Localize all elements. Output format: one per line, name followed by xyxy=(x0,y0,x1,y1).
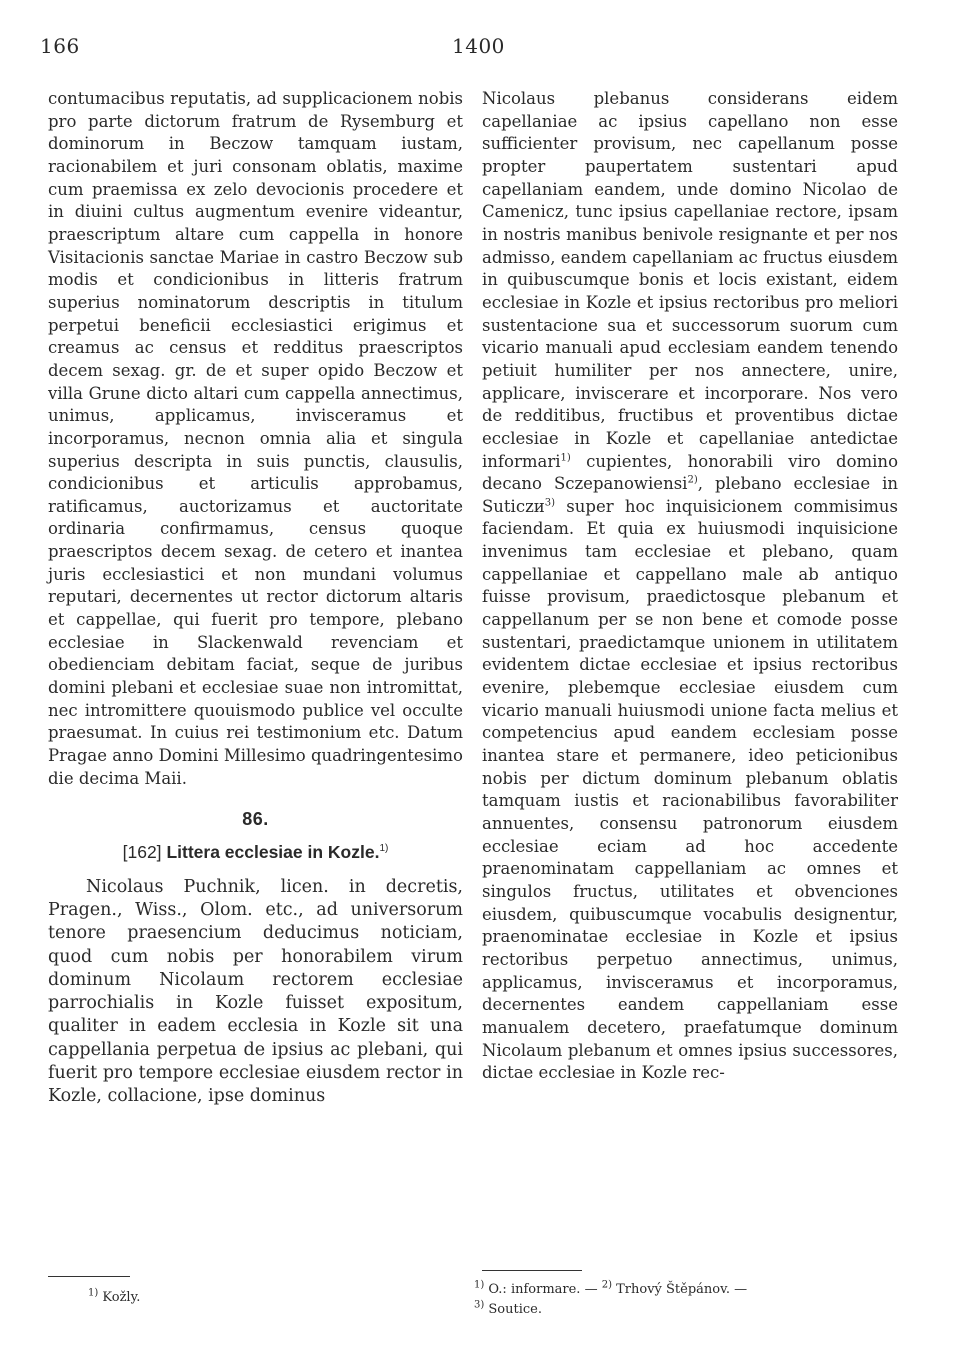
left-paragraph-document: Nicolaus Puchnik, licen. in decretis, Pragen., Wiss., Olom. etc., ad universorum tenore praesencium deducimus noticiam, quod cum nobis per honorabilem virum dominum Nicolaum rectorem ecclesiae parrochialis in Kozle fuisset expositum, qualiter in eadem ecclesia in Kozle sit una cappellania perpetua de ipsius ac plebani, qui fuerit pro tempore ecclesiae eiusdem rector in Kozle, collacione, ipse dominus xyxy=(48,876,463,1107)
footnote-right-mark-2: 2) xyxy=(601,1279,612,1291)
right-column xyxy=(482,88,898,1085)
footnote-left xyxy=(88,1288,140,1308)
footnote-left-mark: 1) xyxy=(88,1287,99,1299)
footnote-mark-1: 1) xyxy=(560,452,571,463)
left-paragraph-continuation: contumacibus reputatis, ad supplicacionem nobis pro parte dictorum fratrum de Rysemburg et dominorum in Beczow tamquam iustam, racionabilem et juri consonam oblatis, maxime cum praemissa ex zelo devocionis procedere et in diuini cultus augmentum evenire videantur, praescriptum altare cum cappella in honore Visitacionis sanctae Mariae in castro Beczow sub modis et condicionibus in litteris fratrum superius nominatorum descriptis in titulum perpetui beneficii ecclesiastici erigimus et creamus ac census et redditus praescriptos decem sexag. gr. de et super opido Beczow et villa Grune dicto altari cum cappella annectimus, unimus, applicamus, invisceramus et incorporamus, necnon omnia alia et singula superius descripta in suis punctis, clausulis, condicionibus et articulis approbamus, ratificamus, auctorizamus et auctoritate ordinaria confirmamus, census quoque praescriptos decem sexag. de cetero et inantea juris ecclesiastici et non mundani volumus reputari, decernentes ut rector dictorum altaris et cappellae, qui fuerit pro tempore, plebano ecclesiae in Slackenwald revenciam et obedienciam debitam faciat, seque de juribus domini plebani et ecclesiae suae non intromittat, nec intromittere quouismodo publice vel occulte praesumat. In cuius rei testimonium etc. Datum Pragae anno Domini Millesimo quadringentesimo die decima Maii. xyxy=(48,89,463,788)
footnote-right-text-3: Soutice. xyxy=(484,1302,542,1317)
heading-title: Littera ecclesiae in Kozle. xyxy=(166,842,380,862)
heading-reference: [162] xyxy=(122,842,162,862)
footnote-right-mark-3: 3) xyxy=(474,1299,485,1311)
right-paragraph xyxy=(482,88,898,1085)
page-number: 166 xyxy=(40,34,80,58)
right-text-part1: Nicolaus plebanus considerans eidem capellaniae ac ipsius capellano non esse sufficienter provisum, nec capellanum posse propter paupertatem sustentari apud capellaniam eandem, unde domino Nicolao de Camenicz, tunc ipsius capellaniae rectore, ipsam in nostris manibus benivole resignante et per nos admisso, eandem capellaniam ac fructus eiusdem in quibuscumque bonis et locis existant, eidem ecclesiae in Kozle et ipsius rectoribus pro meliori sustentacione sua et successorum suorum cum vicario manuali apud ecclesiam eandem tenendo petiuit humiliter per nos annectere, unire, applicare, inviscerare et incorporare. Nos vero de redditibus, fructibus et proventibus dictae ecclesiae in Kozle et capellaniae antedictae informari xyxy=(482,89,898,471)
footnote-right-line-1 xyxy=(474,1280,904,1300)
right-text-part4: super hoc inquisicionem commisimus faciendam. Et quia ex huiusmodi inquisicione invenimus tam ecclesiae et plebano, quam cappellaniae et cappellano male ab antiquo fuisse provisum, praedictosque plebanum et cappellanum per se non bene et comode posse sustentari, praedictamque unionem in utilitatem evidentem dictae ecclesiae et ipsius rectoribus evenire, plebemque ecclesiae eiusdem cum vicario manuali huiusmodi unione facta melius et competencius apud eandem ecclesiam posse inantea stare et permanere, ideo peticionibus nobis per dictum dominum plebanum oblatis tamquam iustis et racionabilibus favorabiliter annuentes, consensu patronorum eiusdem ecclesiae eciam ad hoc accedente praenominatam cappellaniam ac omnes et singulos fructus, utilitates et obvenciones eiusdem, quibuscumque vocabulis designentur, praenominatae ecclesiae in Kozle et ipsius rectoribus perpetuo annectimus, unimus, applicamus, inviscerамus et incorporamus, decernentes eandem cappellaniam esse manualem decetero, praefatumque dominum Nicolaum plebanum et omnes ipsius successores, dictae ecclesiae in Kozle rec- xyxy=(482,496,898,1083)
right-text-part2: cupientes, honorabili viro domino decano Sczepanowiensi xyxy=(482,451,898,494)
footnote-right-mark-1: 1) xyxy=(474,1279,485,1291)
footnote-right-line-2 xyxy=(474,1300,904,1320)
document-number: 86. xyxy=(242,809,269,830)
left-column xyxy=(48,88,463,1109)
right-text-part3: , plebano ecclesiae in Suticzи xyxy=(482,474,898,516)
document-heading xyxy=(48,841,463,864)
footnote-left-text: Kožly. xyxy=(98,1290,141,1305)
footnote-right-text-2: Trhový Štěpánov. — xyxy=(611,1282,748,1297)
heading-footnote-mark: 1) xyxy=(379,843,389,855)
footnotes-right xyxy=(474,1280,904,1320)
footnote-divider-left xyxy=(48,1276,130,1277)
footnote-mark-3: 3) xyxy=(544,497,556,509)
footnote-right-text-1: O.: informare. — xyxy=(484,1282,602,1297)
document-year-number: 1400 xyxy=(452,34,505,58)
footnote-mark-2: 2) xyxy=(687,474,698,486)
footnote-divider-right xyxy=(482,1270,582,1271)
